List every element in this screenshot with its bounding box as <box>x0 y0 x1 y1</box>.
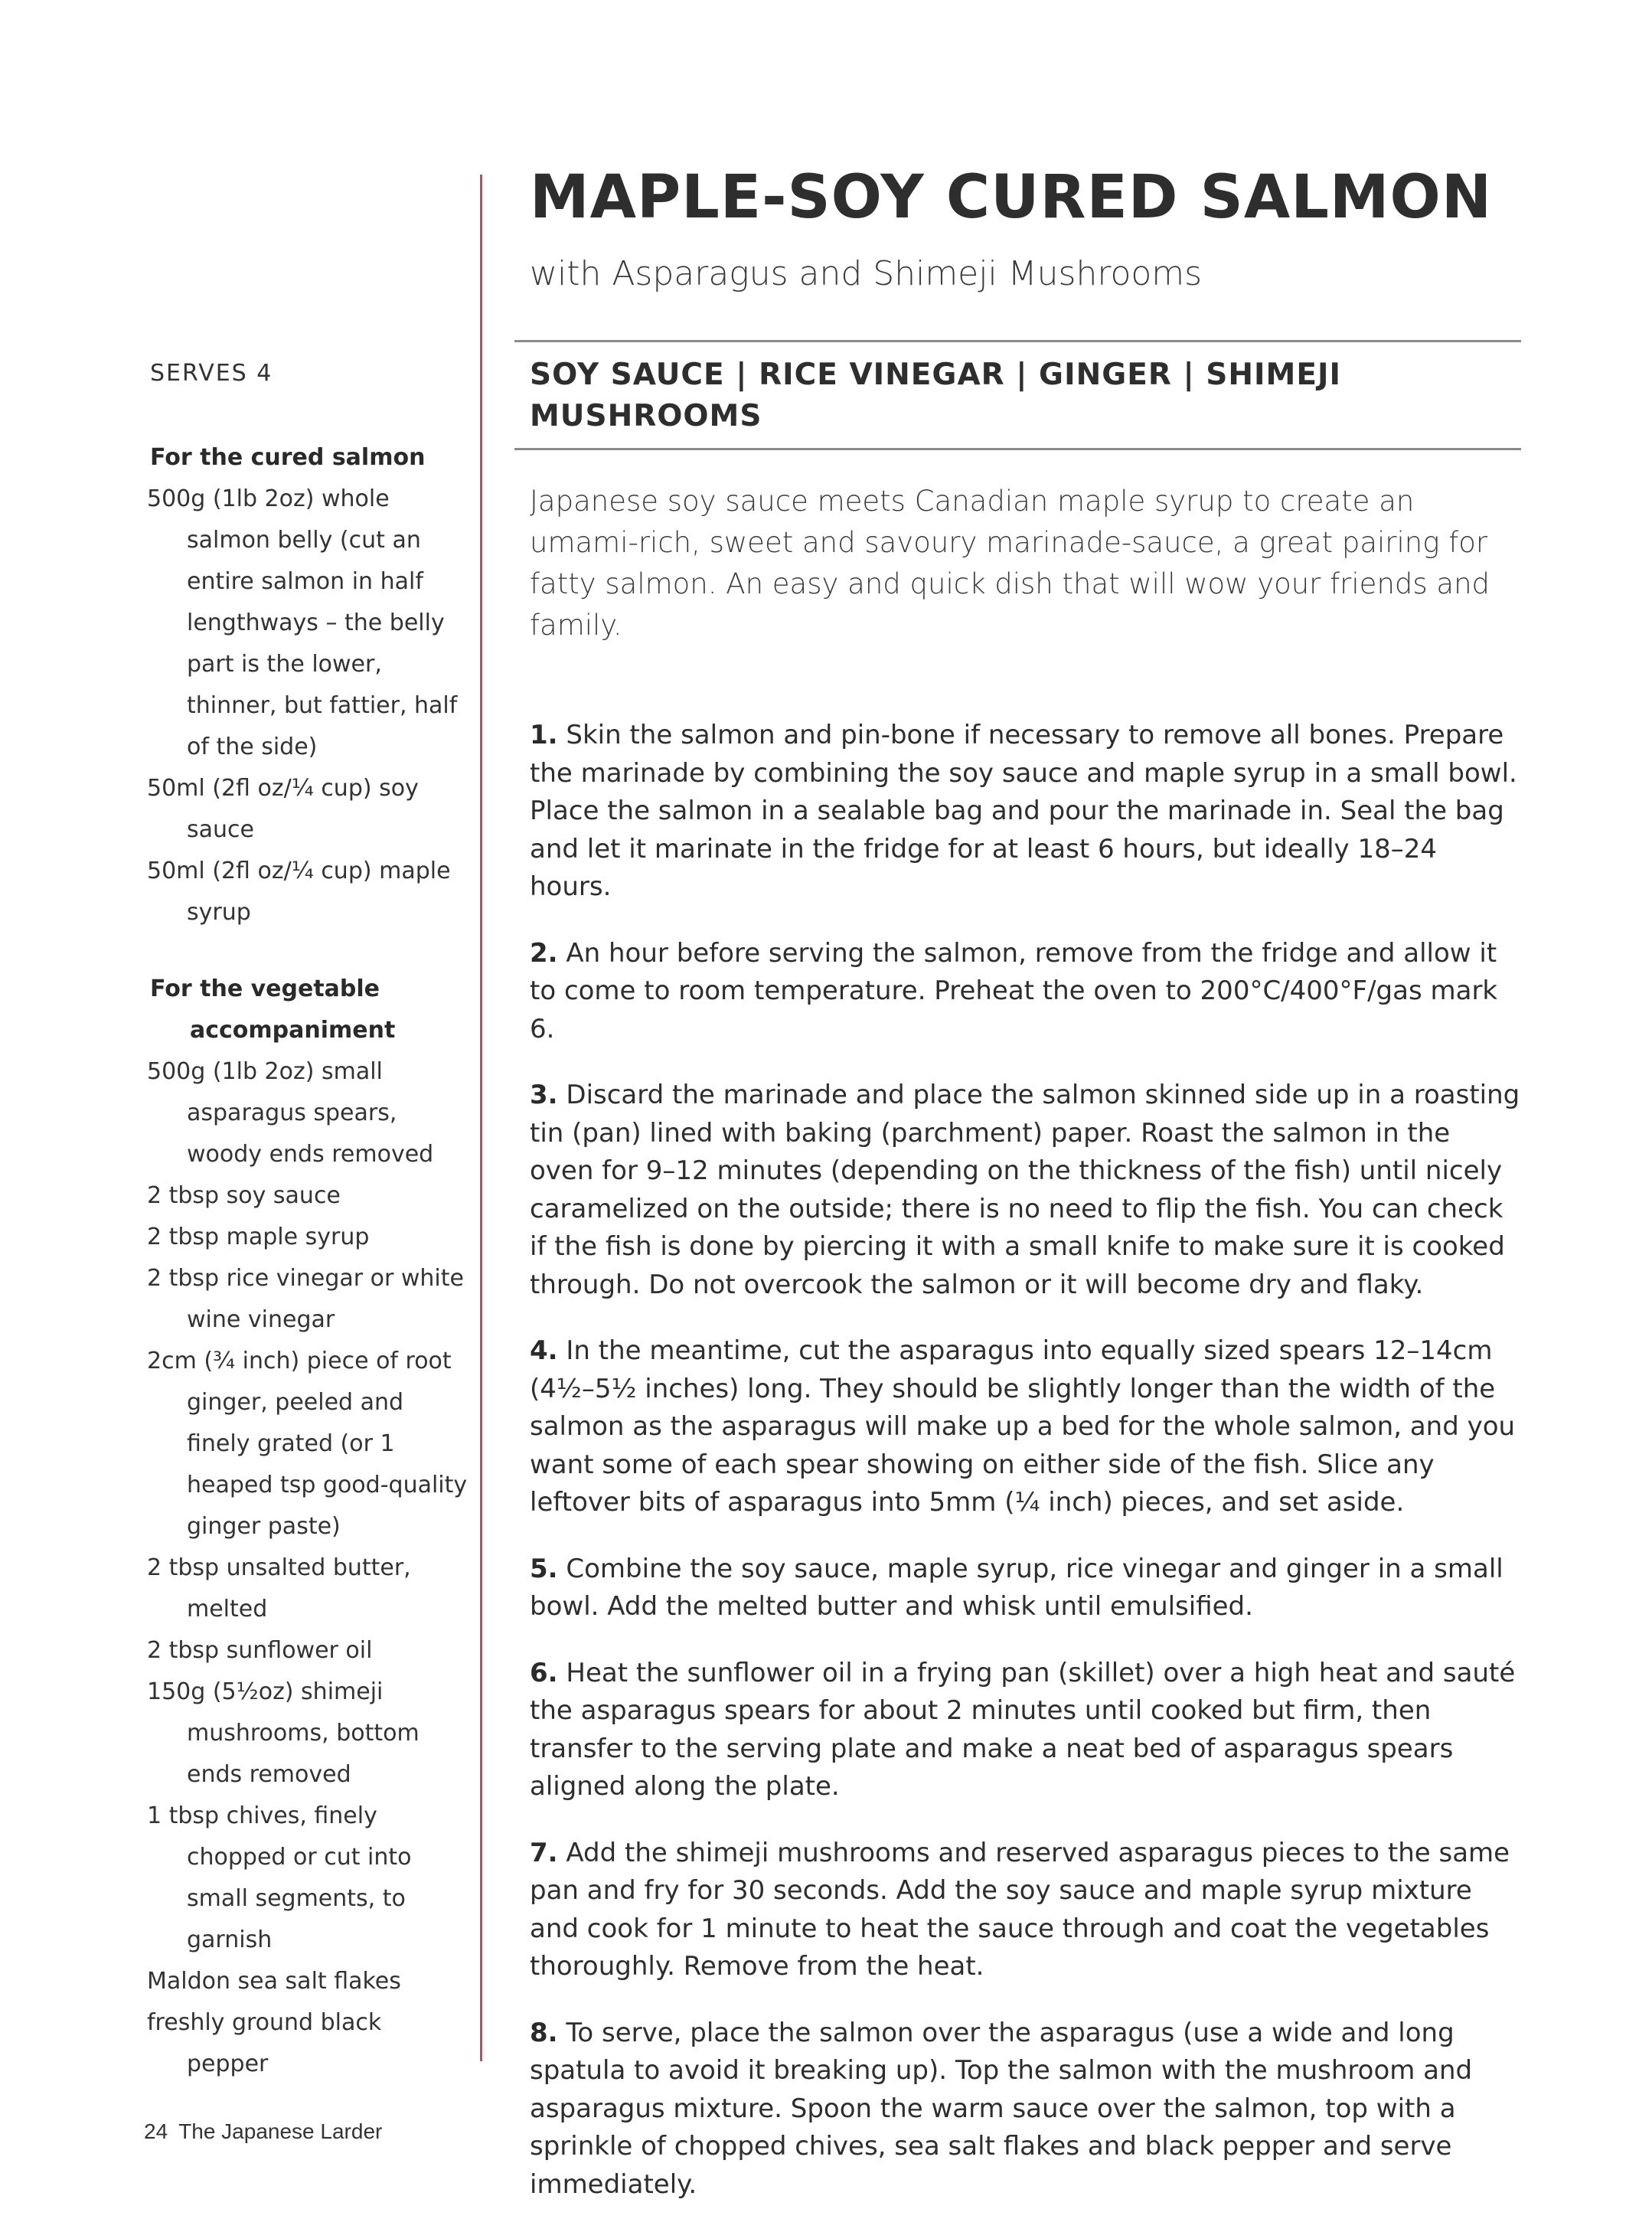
ingredient-item: 50ml (2fl oz/¼ cup) maple syrup <box>147 858 451 926</box>
method-step <box>530 1077 1521 1304</box>
ingredient-section-cured-salmon <box>147 437 469 933</box>
ingredient-item: 500g (1lb 2oz) small asparagus spears, woody ends removed <box>147 1058 434 1168</box>
ingredient-list <box>147 1051 469 2085</box>
recipe-title: MAPLE-SOY CURED SALMON <box>530 163 1493 232</box>
step-number: 5. <box>530 1553 558 1584</box>
step-number: 1. <box>530 720 558 750</box>
step-number: 2. <box>530 937 558 969</box>
step-number: 7. <box>530 1837 558 1868</box>
ingredient-item: 150g (5½oz) shimeji mushrooms, bottom ends removed <box>147 1678 420 1788</box>
method-step <box>530 935 1521 1049</box>
step-text: In the meantime, cut the asparagus into equally sized spears 12–14cm (4½–5½ inches) long. They should be slightly longer than the width of the salmon as the asparagus will make up a bed for the whole salmon, and you want some of each spear showing on either side of the fish. Slice any leftover bits of asparagus into 5mm (¼ inch) pieces, and set aside. <box>530 1335 1516 1518</box>
step-text: To serve, place the salmon over the asparagus (use a wide and long spatula to avoid it breaking up). Top the salmon with the mushroom and asparagus mixture. Spoon the warm sauce over the salmon, top with a sprinkle of chopped chives, sea salt flakes and black pepper and serve immediately. <box>530 2017 1473 2200</box>
ingredient-item: 1 tbsp chives, finely chopped or cut into small segments, to garnish <box>147 1802 412 1953</box>
ingredient-item: freshly ground black pepper <box>147 2009 382 2077</box>
ingredient-item: Maldon sea salt flakes <box>147 1968 401 1995</box>
step-text: Discard the marinade and place the salmon skinned side up in a roasting tin (pan) lined with baking (parchment) paper. Roast the salmon in the oven for 9–12 minutes (depending on the thickness of the fish) until nicely caramelized on the outside; there is no need to flip the fish. You can check if the fish is done by piercing it with a small knife to make sure it is cooked through. Do not overcook the salmon or it will become dry and flaky. <box>530 1080 1520 1300</box>
page-number: 24 <box>144 2119 168 2143</box>
ingredient-item: 500g (1lb 2oz) whole salmon belly (cut an entire salmon in half lengthways – the belly part is the lower, thinner, but fattier, half of the side) <box>147 485 458 760</box>
horizontal-rule <box>514 448 1521 450</box>
ingredient-section-heading: For the cured salmon <box>150 444 426 471</box>
ingredient-item: 50ml (2fl oz/¼ cup) soy sauce <box>147 775 419 843</box>
ingredient-section-heading: For the vegetable accompaniment <box>150 975 396 1044</box>
book-title: The Japanese Larder <box>178 2119 383 2143</box>
method-step <box>530 2015 1521 2204</box>
ingredients-sidebar <box>147 360 469 2120</box>
method-step <box>530 1655 1521 1806</box>
ingredient-section-vegetables <box>147 969 469 2085</box>
step-text: Add the shimeji mushrooms and reserved asparagus pieces to the same pan and fry for 30 seconds. Add the soy sauce and maple syrup mixture and cook for 1 minute to heat the sauce through and coat the vegetables thoroughly. Remove from the heat. <box>530 1837 1510 1982</box>
step-text: Skin the salmon and pin-bone if necessary to remove all bones. Prepare the marinade by combining the soy sauce and maple syrup in a small bowl. Place the salmon in a sealable bag and pour the marinade in. Seal the bag and let it marinate in the fridge for at least 6 hours, but ideally 18–24 hours. <box>530 720 1517 902</box>
page-footer <box>144 2119 382 2144</box>
ingredient-item: 2 tbsp soy sauce <box>147 1182 341 1209</box>
step-text: An hour before serving the salmon, remove from the fridge and allow it to come to room temperature. Preheat the oven to 200°C/400°F/gas mark 6. <box>530 937 1498 1044</box>
key-ingredients-heading: SOY SAUCE | RICE VINEGAR | GINGER | SHIMEJI MUSHROOMS <box>530 358 1342 433</box>
recipe-intro: Japanese soy sauce meets Canadian maple syrup to create an umami-rich, sweet and savoury marinade-sauce, a great pairing for fatty salmon. An easy and quick dish that will wow your friends and family. <box>530 485 1490 642</box>
recipe-main <box>530 159 1521 2232</box>
step-number: 4. <box>530 1335 558 1366</box>
method-step <box>530 717 1521 907</box>
step-text: Combine the soy sauce, maple syrup, rice vinegar and ginger in a small bowl. Add the melted butter and whisk until emulsified. <box>530 1553 1503 1622</box>
ingredient-item: 2cm (¾ inch) piece of root ginger, peeled and finely grated (or 1 heaped tsp good-quality ginger paste) <box>147 1348 468 1540</box>
column-divider <box>480 175 482 2061</box>
step-number: 8. <box>530 2017 558 2048</box>
ingredient-list <box>147 479 469 933</box>
ingredient-item: 2 tbsp maple syrup <box>147 1224 370 1250</box>
method-step <box>530 1835 1521 1986</box>
serves-label: SERVES 4 <box>150 360 273 387</box>
ingredient-item: 2 tbsp rice vinegar or white wine vinegar <box>147 1265 464 1333</box>
recipe-subtitle: with Asparagus and Shimeji Mushrooms <box>530 254 1203 293</box>
step-text: Heat the sunflower oil in a frying pan (skillet) over a high heat and sauté the asparagus spears for about 2 minutes until cooked but firm, then transfer to the serving plate and make a neat bed of asparagus spears aligned along the plate. <box>530 1657 1516 1802</box>
horizontal-rule <box>514 340 1521 342</box>
step-number: 3. <box>530 1080 558 1110</box>
method-step <box>530 1551 1521 1626</box>
ingredient-item: 2 tbsp unsalted butter, melted <box>147 1554 411 1623</box>
method-steps <box>530 717 1521 2204</box>
ingredient-item: 2 tbsp sunflower oil <box>147 1637 373 1664</box>
method-step <box>530 1332 1521 1522</box>
step-number: 6. <box>530 1657 558 1688</box>
